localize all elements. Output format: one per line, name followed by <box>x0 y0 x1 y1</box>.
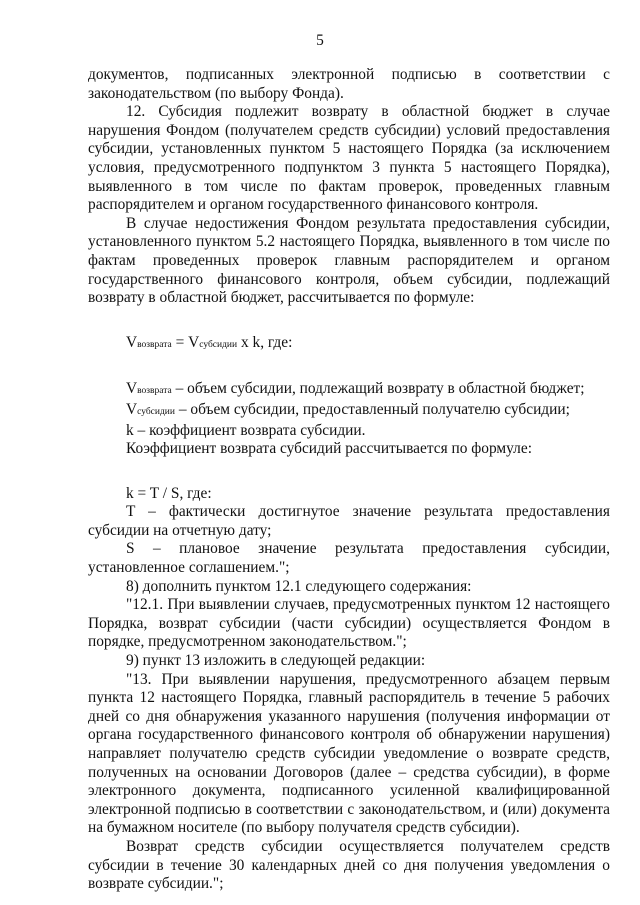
formula-coefficient: k = T / S, где: <box>126 484 212 502</box>
definition-v-vozvrata: Vвозврата – объем субсидии, подлежащий возврату в областной бюджет; <box>126 380 585 398</box>
paragraph-return: Возврат средств субсидии осуществляется получателем средств субсидии в течение 30 календарных дней со дня получения уведомления о возврате субсидии."; <box>88 837 610 893</box>
document-body <box>88 66 610 894</box>
spacer <box>88 308 610 334</box>
spacer <box>88 459 610 485</box>
formula-volume: Vвозврата = Vсубсидии x k, где: <box>126 333 293 351</box>
spacer <box>88 354 610 380</box>
item-8: 8) дополнить пунктом 12.1 следующего содержания: <box>126 577 472 595</box>
coefficient-line: Коэффициент возврата субсидий рассчитывается по формуле: <box>126 440 532 458</box>
definition-v-subsidii: Vсубсидии – объем субсидии, предоставленный получателю субсидии; <box>126 400 570 418</box>
definition-s: S – плановое значение результата предоставления субсидии, установленное соглашением."; <box>88 540 610 577</box>
paragraph-13: "13. При выявлении нарушения, предусмотренного абзацем первым пункта 12 настоящего Порядка, главный распорядитель в течение 5 рабочих дней со дня обнаружения указанного нарушения (получения информации от органа государственного финансового контроля об обнаружении нарушения) направляет получателю средств субсидии уведомление о возврате средств, полученных на основании Договоров (далее – средства субсидии), в форме электронного документа, подписанного усиленной квалифицированной электронной подписью в соответствии с законодательством, и (или) документа на бумажном носителе (по выбору получателя средств субсидии). <box>88 670 610 837</box>
item-9: 9) пункт 13 изложить в следующей редакции: <box>126 652 426 670</box>
definition-k: k – коэффициент возврата субсидии. <box>126 421 366 439</box>
paragraph-continuation: документов, подписанных электронной подписью в соответствии с законодательством (по выбору Фонда). <box>88 66 610 102</box>
page-number: 5 <box>316 32 324 49</box>
paragraph-12: 12. Субсидия подлежит возврату в областной бюджет в случае нарушения Фондом (получателем средств субсидии) условий предоставления субсидии, установленных пунктом 5 настоящего Порядка (за исключением условия, предусмотренного подпунктом 3 пункта 5 настоящего Порядка), выявленного в том числе по фактам проверок, проведенных главным распорядителем и органом государственного финансового контроля. <box>88 103 610 214</box>
paragraph-nedostizhenie: В случае недостижения Фондом результата предоставления субсидии, установленного пунктом 5.2 настоящего Порядка, выявленного в том числе по фактам проведенных проверок главным распорядителем и органом государственного финансового контроля, объем субсидии, подлежащий возврату в областной бюджет, рассчитывается по формуле: <box>88 214 610 307</box>
paragraph-12-1: "12.1. При выявлении случаев, предусмотренных пунктом 12 настоящего Порядка, возврат субсидии (части субсидии) осуществляется Фондом в порядке, предусмотренном законодательством."; <box>88 596 610 651</box>
definition-t: T – фактически достигнутое значение результата предоставления субсидии на отчетную дату; <box>88 503 610 539</box>
